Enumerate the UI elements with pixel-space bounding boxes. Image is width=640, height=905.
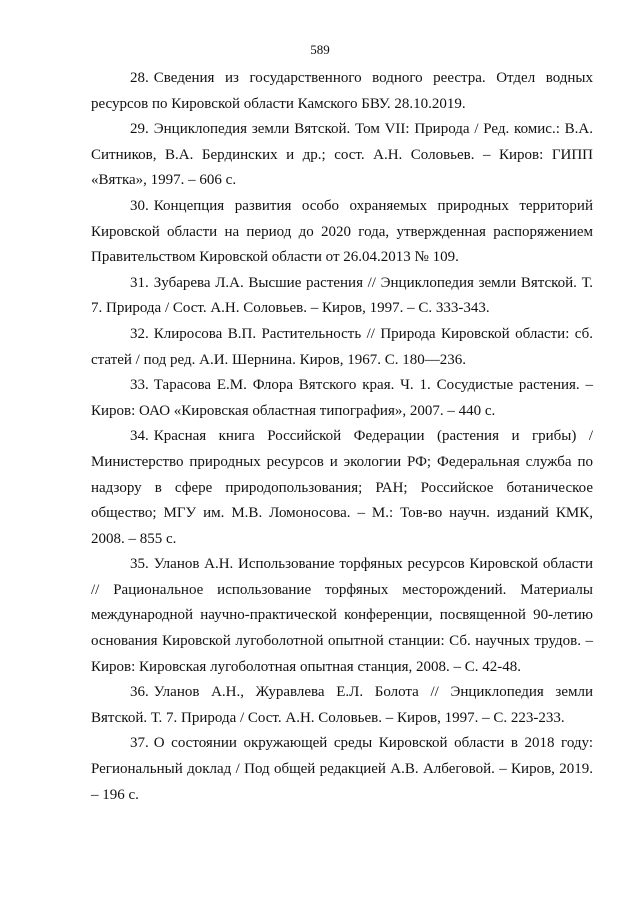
reference-item-37 bbox=[91, 731, 593, 808]
reference-text: Энциклопедия земли Вятской. Том VII: Природа / Ред. комис.: В.А. Ситников, В.А. Бердинских и др.; сост. А.Н. Соловьев. – Киров: ГИПП «Вятка», 1997. – 606 с. bbox=[91, 121, 593, 189]
reference-number: 29. bbox=[130, 121, 149, 138]
reference-item-35 bbox=[91, 552, 593, 680]
reference-item-28 bbox=[91, 66, 593, 117]
reference-item-29 bbox=[91, 117, 593, 194]
reference-text: Зубарева Л.А. Высшие растения // Энциклопедия земли Вятской. Т. 7. Природа / Сост. А.Н. Соловьев. – Киров, 1997. – С. 333-343. bbox=[91, 274, 593, 317]
reference-item-31 bbox=[91, 271, 593, 322]
reference-number: 34. bbox=[130, 428, 149, 445]
page-number: 589 bbox=[310, 42, 330, 57]
reference-text: Уланов А.Н. Использование торфяных ресурсов Кировской области // Рациональное использование торфяных месторождений. Материалы международной научно-практической конференции, посвященной 90-летию основания Кировской лугоболотной опытной станции: Сб. научных трудов. – Киров: Кировская лугоболотная опытная станция, 2008. – С. 42-48. bbox=[91, 556, 593, 675]
reference-text: Красная книга Российской Федерации (растения и грибы) / Министерство природных ресурсов и экологии РФ; Федеральная служба по надзору в сфере природопользования; РАН; Российское ботаническое общество; МГУ им. М.В. Ломоносова. – М.: Тов-во научн. изданий КМК, 2008. – 855 с. bbox=[91, 428, 593, 547]
reference-text: Тарасова Е.М. Флора Вятского края. Ч. 1. Сосудистые растения. – Киров: ОАО «Кировская областная типография», 2007. – 440 с. bbox=[91, 377, 593, 419]
reference-list bbox=[91, 66, 593, 808]
reference-item-33 bbox=[91, 373, 593, 424]
reference-item-36 bbox=[91, 680, 593, 731]
reference-item-34 bbox=[91, 424, 593, 552]
reference-text: Концепция развития особо охраняемых природных территорий Кировской области на период до 2020 года, утвержденная распоряжением Правительством Кировской области от 26.04.2013 № 109. bbox=[91, 197, 593, 266]
reference-text: Сведения из государственного водного реестра. Отдел водных ресурсов по Кировской области Камского БВУ. 28.10.2019. bbox=[91, 70, 593, 112]
reference-number: 33. bbox=[130, 377, 149, 394]
reference-text: Клиросова В.П. Растительность // Природа Кировской области: сб. статей / под ред. А.И. Шернина. Киров, 1967. С. 180—236. bbox=[91, 325, 593, 368]
reference-number: 35. bbox=[130, 556, 149, 573]
reference-number: 37. bbox=[130, 735, 149, 752]
reference-item-30 bbox=[91, 194, 593, 271]
reference-item-32 bbox=[91, 322, 593, 373]
reference-text: О состоянии окружающей среды Кировской области в 2018 году: Региональный доклад / Под общей редакцией А.В. Албеговой. – Киров, 2019. – 196 с. bbox=[91, 735, 593, 803]
reference-number: 30. bbox=[130, 197, 149, 214]
reference-number: 31. bbox=[130, 274, 149, 291]
reference-text: Уланов А.Н., Журавлева Е.Л. Болота // Энциклопедия земли Вятской. Т. 7. Природа / Сост. А.Н. Соловьев. – Киров, 1997. – С. 223-233. bbox=[91, 684, 593, 726]
reference-number: 36. bbox=[130, 684, 149, 701]
reference-number: 28. bbox=[130, 70, 149, 86]
reference-number: 32. bbox=[130, 325, 149, 342]
